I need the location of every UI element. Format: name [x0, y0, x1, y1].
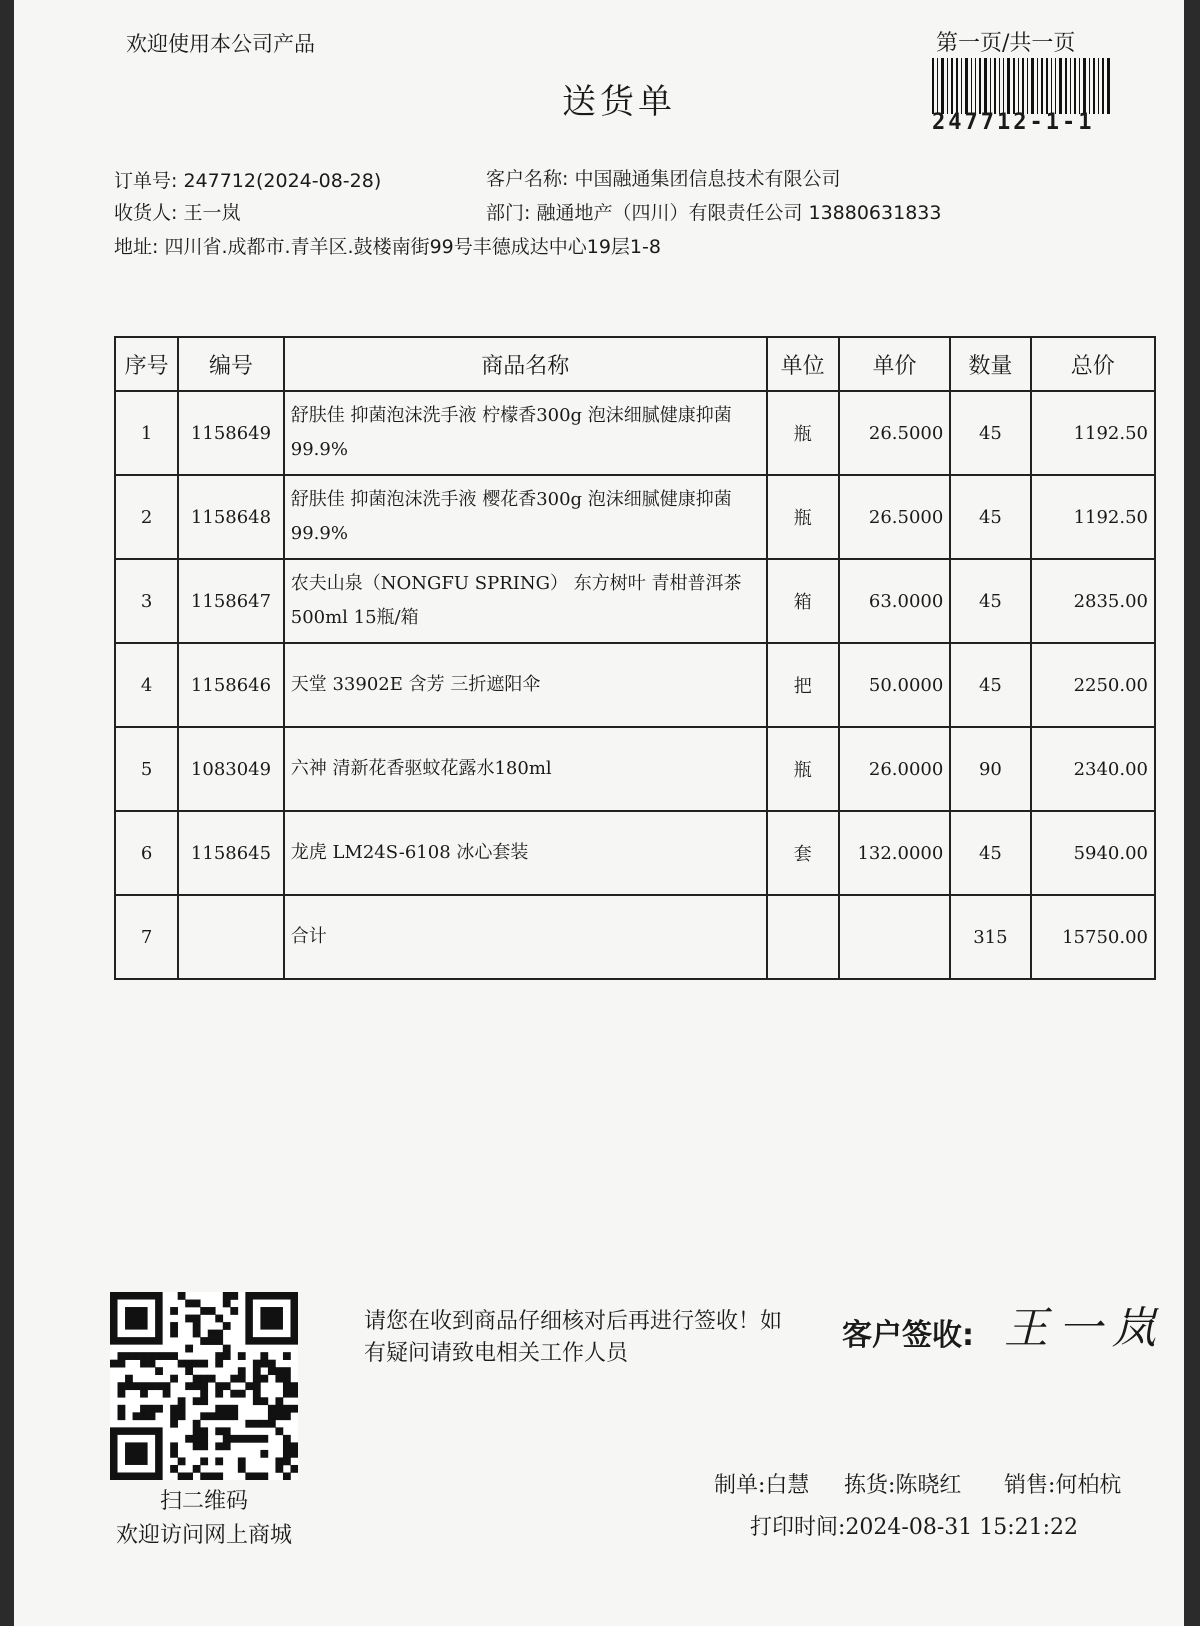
row-unit: 瓶 [767, 727, 839, 811]
row-no: 2 [115, 475, 178, 559]
table-header-row [115, 337, 1155, 391]
row-price: 26.5000 [839, 391, 951, 475]
row-price: 26.5000 [839, 475, 951, 559]
row-no: 4 [115, 643, 178, 727]
row-qty: 315 [950, 895, 1030, 979]
row-qty: 45 [950, 475, 1030, 559]
row-no: 7 [115, 895, 178, 979]
address-label: 地址: [114, 236, 159, 258]
row-code: 1158649 [178, 391, 283, 475]
row-product-name: 六神 清新花香驱蚊花露水180ml [284, 727, 767, 811]
row-unit: 箱 [767, 559, 839, 643]
department [486, 198, 941, 225]
address-value: 四川省.成都市.青羊区.鼓楼南街99号丰德成达中心19层1-8 [164, 236, 661, 258]
table-row [115, 475, 1155, 559]
items-table [114, 336, 1156, 980]
row-total: 2835.00 [1031, 559, 1156, 643]
row-qty: 45 [950, 559, 1030, 643]
row-product-name: 龙虎 LM24S-6108 冰心套装 [284, 811, 767, 895]
row-price [839, 895, 951, 979]
notice-text: 请您在收到商品仔细核对后再进行签收！如有疑问请致电相关工作人员 [364, 1309, 783, 1366]
row-unit: 瓶 [767, 391, 839, 475]
row-code: 1158646 [178, 643, 283, 727]
table-row [115, 727, 1155, 811]
column-header: 单位 [767, 337, 839, 391]
row-code: 1083049 [178, 727, 283, 811]
row-total: 2250.00 [1031, 643, 1156, 727]
order-value: 247712(2024-08-28) [183, 170, 382, 192]
row-qty: 90 [950, 727, 1030, 811]
row-qty: 45 [950, 643, 1030, 727]
qr-caption-2: 欢迎访问网上商城 [115, 1523, 292, 1548]
row-total: 2340.00 [1031, 727, 1156, 811]
print-time: 打印时间:2024-08-31 15:21:22 [750, 1515, 1079, 1540]
qr-code [110, 1292, 298, 1480]
table-row [115, 811, 1155, 895]
row-total: 5940.00 [1031, 811, 1156, 895]
document-title: 送货单 [562, 82, 676, 122]
row-unit: 把 [767, 643, 839, 727]
row-code: 1158648 [178, 475, 283, 559]
row-price: 26.0000 [839, 727, 951, 811]
row-no: 3 [115, 559, 178, 643]
qr-caption-1: 扫二维码 [159, 1489, 248, 1514]
row-price: 50.0000 [839, 643, 951, 727]
column-header: 编号 [178, 337, 283, 391]
table-row [115, 559, 1155, 643]
picker: 拣货:陈晓红 [844, 1473, 962, 1498]
row-unit: 瓶 [767, 475, 839, 559]
row-total: 1192.50 [1031, 475, 1156, 559]
row-product-name: 舒肤佳 抑菌泡沫洗手液 樱花香300g 泡沫细腻健康抑菌99.9% [284, 475, 767, 559]
delivery-note [14, 0, 1184, 1626]
row-product-name: 天堂 33902E 含芳 三折遮阳伞 [284, 643, 767, 727]
row-code: 1158647 [178, 559, 283, 643]
row-unit [767, 895, 839, 979]
column-header: 单价 [839, 337, 951, 391]
table-row [115, 391, 1155, 475]
dept-value: 融通地产（四川）有限责任公司 13880631833 [536, 202, 942, 224]
receiver-value: 王一岚 [183, 202, 241, 224]
tagline: 欢迎使用本公司产品 [126, 32, 315, 56]
maker: 制单:白慧 [714, 1473, 810, 1498]
customer-value: 中国融通集团信息技术有限公司 [574, 168, 841, 190]
row-product-name: 合计 [284, 895, 767, 979]
order-number [114, 166, 381, 193]
row-product-name: 农夫山泉（NONGFU SPRING） 东方树叶 青柑普洱茶 500ml 15瓶/箱 [284, 559, 767, 643]
row-code: 1158645 [178, 811, 283, 895]
column-header: 数量 [950, 337, 1030, 391]
table-row [115, 643, 1155, 727]
customer-name [486, 164, 840, 191]
row-total: 15750.00 [1031, 895, 1156, 979]
row-price: 63.0000 [839, 559, 951, 643]
row-qty: 45 [950, 811, 1030, 895]
row-no: 1 [115, 391, 178, 475]
barcode [932, 58, 1134, 114]
customer-signature: 王一岚 [1004, 1303, 1166, 1354]
row-price: 132.0000 [839, 811, 951, 895]
receiver-label: 收货人: [114, 202, 178, 224]
column-header: 总价 [1031, 337, 1156, 391]
sales: 销售:何柏杭 [1004, 1473, 1122, 1498]
row-no: 6 [115, 811, 178, 895]
dept-label: 部门: [486, 202, 531, 224]
row-qty: 45 [950, 391, 1030, 475]
customer-label: 客户名称: [486, 168, 569, 190]
barcode-number: 247712-1-1 [932, 110, 1095, 135]
address [114, 232, 661, 259]
table-total-row [115, 895, 1155, 979]
column-header: 序号 [115, 337, 178, 391]
row-total: 1192.50 [1031, 391, 1156, 475]
row-code [178, 895, 283, 979]
order-label: 订单号: [114, 170, 178, 192]
customer-sign-label: 客户签收: [842, 1318, 974, 1353]
column-header: 商品名称 [284, 337, 767, 391]
row-product-name: 舒肤佳 抑菌泡沫洗手液 柠檬香300g 泡沫细腻健康抑菌99.9% [284, 391, 767, 475]
row-no: 5 [115, 727, 178, 811]
page-info: 第一页/共一页 [936, 31, 1076, 56]
receiver [114, 198, 240, 225]
row-unit: 套 [767, 811, 839, 895]
